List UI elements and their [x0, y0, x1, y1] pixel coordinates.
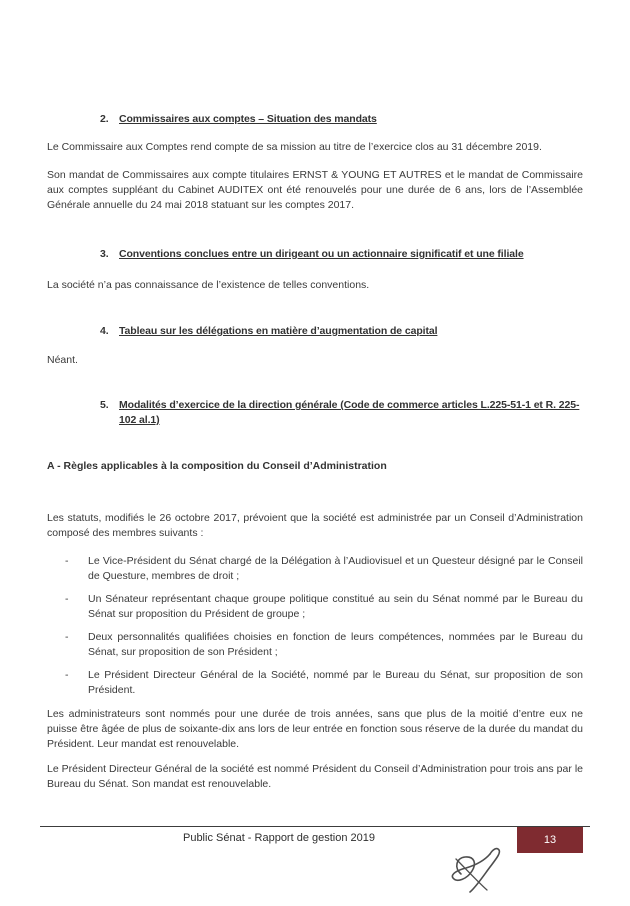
para-mandat-renouvele: Son mandat de Commissaires aux compte titulaires ERNST & YOUNG ET AUTRES et le mandat de Commissaire aux comptes suppléant du Cabinet AUDITEX ont été renouvelés pour une durée de 6 ans, lors de l’Assemblée Générale annuelle du 24 mai 2018 statuant sur les comptes 2017.: [47, 169, 583, 211]
section-4-title: Tableau sur les délégations en matière d’augmentation de capital: [119, 325, 438, 337]
section-3-heading: [100, 247, 595, 262]
dash-marker: -: [65, 669, 69, 681]
page-number-badge: 13: [517, 827, 583, 853]
para-conventions: La société n’a pas connaissance de l’existence de telles conventions.: [47, 279, 370, 291]
section-2-heading: [100, 112, 595, 127]
para-administrateurs: Les administrateurs sont nommés pour une durée de trois années, sans que plus de la moitié d’entre eux ne puisse être âgée de plus de soixante-dix ans lors de leur entrée en fonction sous réserve de la durée du mandat du Président. Leur mandat est renouvelable.: [47, 708, 583, 750]
dash-marker: -: [65, 555, 69, 567]
document-body: [47, 112, 583, 792]
para-neant: Néant.: [47, 354, 78, 366]
subheading-a: A - Règles applicables à la composition du Conseil d’Administration: [47, 460, 387, 472]
para-pdg-mandat: Le Président Directeur Général de la société est nommé Président du Conseil d’Administration pour trois ans par le Bureau du Sénat. Son mandat est renouvelable.: [47, 763, 583, 790]
section-4-heading: [100, 324, 595, 339]
list-item-vice-president: [47, 554, 583, 584]
para-statuts: Les statuts, modifiés le 26 octobre 2017, prévoient que la société est administrée par un Conseil d’Administration composé des membres suivants :: [47, 512, 583, 539]
section-2-title: Commissaires aux comptes – Situation des mandats: [119, 113, 377, 125]
dash-marker: -: [65, 593, 69, 605]
section-5-heading: [100, 398, 595, 428]
list-item-senateur: [47, 592, 583, 622]
section-5-title: Modalités d’exercice de la direction générale (Code de commerce articles L.225-51-1 et R. 225-102 al.1): [119, 399, 580, 426]
footer-caption: Public Sénat - Rapport de gestion 2019: [182, 832, 376, 844]
section-3-number: 3.: [100, 248, 109, 260]
section-5-number: 5.: [100, 399, 109, 411]
signature-icon: [446, 844, 502, 898]
section-4-number: 4.: [100, 325, 109, 337]
list-item-text: Un Sénateur représentant chaque groupe politique constitué au sein du Sénat nommé par le Bureau du Sénat sur proposition du Président de groupe ;: [88, 593, 583, 620]
para-commissaire-mission: Le Commissaire aux Comptes rend compte de sa mission au titre de l’exercice clos au 31 décembre 2019.: [47, 141, 542, 153]
section-2-number: 2.: [100, 113, 109, 125]
list-item-text: Deux personnalités qualifiées choisies en fonction de leurs compétences, nommées par le Bureau du Sénat, sur proposition de son Président ;: [88, 631, 583, 658]
section-3-title: Conventions conclues entre un dirigeant ou un actionnaire significatif et une filiale: [119, 248, 524, 260]
list-item-text: Le Vice-Président du Sénat chargé de la Délégation à l’Audiovisuel et un Questeur désigné par le Conseil de Questure, membres de droit ;: [88, 555, 583, 582]
list-item-text: Le Président Directeur Général de la Société, nommé par le Bureau du Sénat, sur proposition de son Président.: [88, 669, 583, 696]
list-item-personnalites: [47, 630, 583, 660]
dash-marker: -: [65, 631, 69, 643]
list-item-president-dg: [47, 668, 583, 698]
footer-divider: [40, 826, 590, 827]
